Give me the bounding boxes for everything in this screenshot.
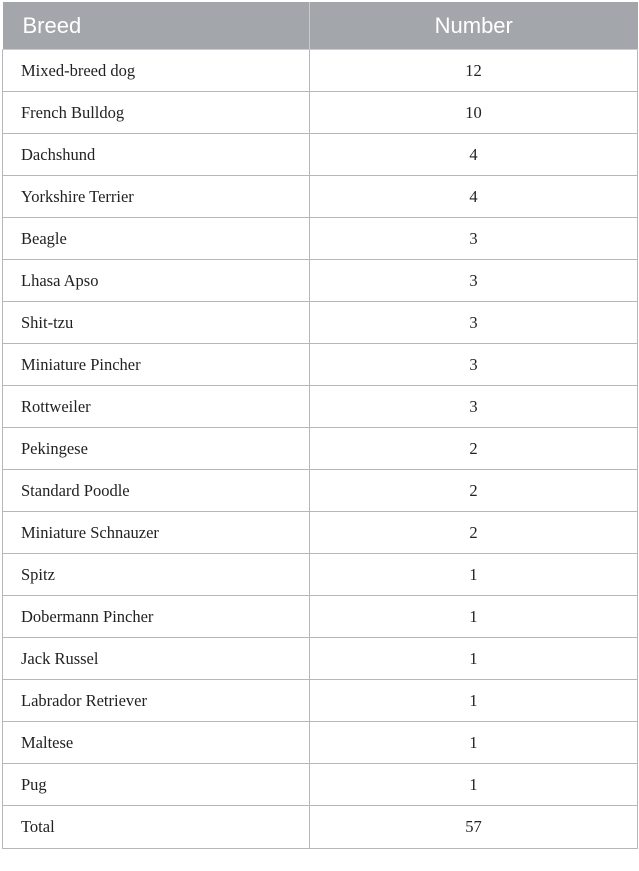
table-row (3, 638, 638, 680)
number-cell: 3 (310, 302, 638, 344)
table-row (3, 428, 638, 470)
number-cell: 1 (310, 722, 638, 764)
table-row (3, 218, 638, 260)
number-cell: 3 (310, 260, 638, 302)
number-cell: 2 (310, 512, 638, 554)
number-cell: 1 (310, 554, 638, 596)
total-value: 57 (310, 806, 638, 849)
breed-cell: Spitz (3, 554, 310, 596)
breed-cell: Dachshund (3, 134, 310, 176)
number-cell: 10 (310, 92, 638, 134)
breed-cell: Pekingese (3, 428, 310, 470)
breed-cell: Mixed-breed dog (3, 50, 310, 92)
table-row (3, 554, 638, 596)
table-body (3, 50, 638, 849)
table-row (3, 470, 638, 512)
number-cell: 2 (310, 470, 638, 512)
table-header (3, 2, 638, 50)
breed-cell: Miniature Pincher (3, 344, 310, 386)
breed-cell: French Bulldog (3, 92, 310, 134)
table-row (3, 386, 638, 428)
breed-table-container (2, 2, 637, 849)
header-row (3, 2, 638, 50)
total-row (3, 806, 638, 849)
breed-cell: Beagle (3, 218, 310, 260)
table-row (3, 134, 638, 176)
number-cell: 2 (310, 428, 638, 470)
number-cell: 3 (310, 218, 638, 260)
breed-cell: Pug (3, 764, 310, 806)
breed-cell: Yorkshire Terrier (3, 176, 310, 218)
breed-cell: Shit-tzu (3, 302, 310, 344)
number-cell: 12 (310, 50, 638, 92)
table-row (3, 50, 638, 92)
number-cell: 4 (310, 134, 638, 176)
table-row (3, 596, 638, 638)
breed-cell: Rottweiler (3, 386, 310, 428)
breed-cell: Maltese (3, 722, 310, 764)
number-cell: 4 (310, 176, 638, 218)
number-cell: 1 (310, 764, 638, 806)
breed-cell: Labrador Retriever (3, 680, 310, 722)
table-row (3, 764, 638, 806)
breed-count-table (2, 2, 638, 849)
table-row (3, 344, 638, 386)
number-cell: 1 (310, 596, 638, 638)
column-header-number: Number (310, 2, 638, 50)
breed-cell: Jack Russel (3, 638, 310, 680)
table-row (3, 260, 638, 302)
number-cell: 3 (310, 344, 638, 386)
column-header-breed: Breed (3, 2, 310, 50)
table-row (3, 92, 638, 134)
total-label: Total (3, 806, 310, 849)
number-cell: 1 (310, 680, 638, 722)
table-row (3, 176, 638, 218)
number-cell: 1 (310, 638, 638, 680)
breed-cell: Dobermann Pincher (3, 596, 310, 638)
table-row (3, 722, 638, 764)
breed-cell: Lhasa Apso (3, 260, 310, 302)
number-cell: 3 (310, 386, 638, 428)
table-row (3, 680, 638, 722)
table-row (3, 512, 638, 554)
table-row (3, 302, 638, 344)
breed-cell: Standard Poodle (3, 470, 310, 512)
breed-cell: Miniature Schnauzer (3, 512, 310, 554)
